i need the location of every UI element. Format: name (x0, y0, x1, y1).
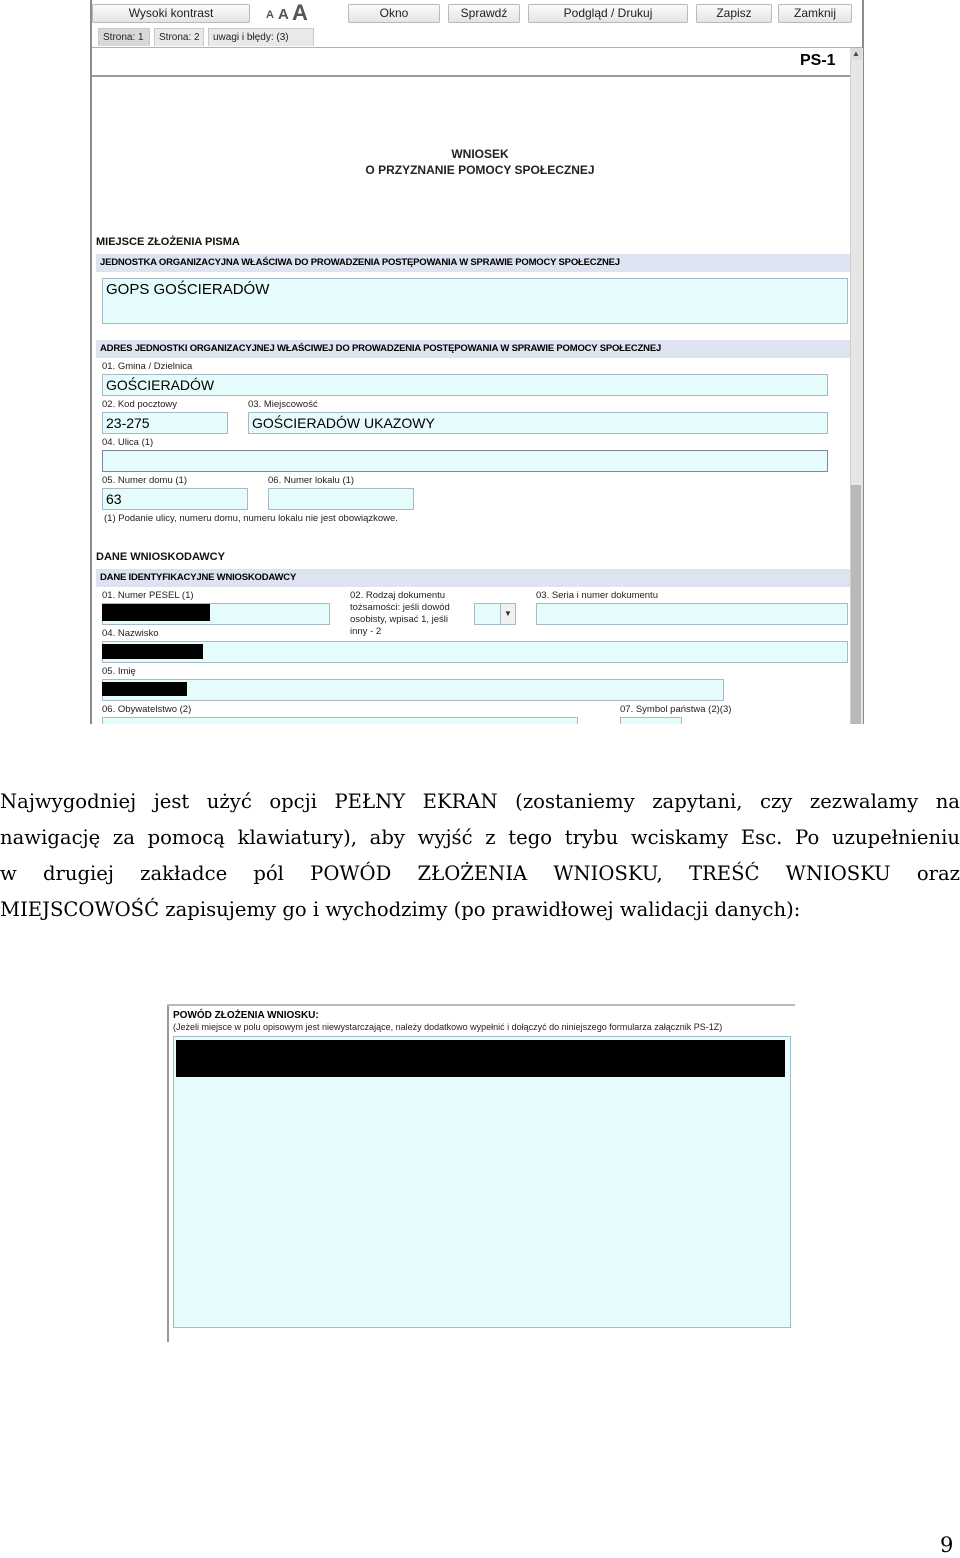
instruction-paragraph (0, 784, 960, 928)
high-contrast-button[interactable]: Wysoki kontrast (92, 4, 250, 23)
band-identification: DANE IDENTYFIKACYJNE WNIOSKODAWCY (96, 569, 850, 587)
window-border-left (167, 1004, 169, 1342)
check-button[interactable]: Sprawdź (448, 4, 520, 23)
label-postcode: 02. Kod pocztowy (102, 399, 177, 410)
close-button[interactable]: Zamknij (778, 4, 852, 23)
label-flat-number: 06. Numer lokalu (1) (268, 475, 355, 486)
label-pesel: 01. Numer PESEL (1) (102, 590, 194, 601)
paragraph-line-4: MIEJSCOWOŚĆ zapisujemy go i wychodzimy (po prawidłowej walidacji danych): (0, 898, 801, 921)
reason-subtitle: (Jeżeli miejsce w polu opisowym jest niewystarczające, należy dodatkowo wypełnić i dołączyć do niniejszego formularza załącznik PS-1Z) (173, 1022, 723, 1032)
section-applicant-heading: DANE WNIOSKODAWCY (96, 551, 225, 563)
preview-print-button[interactable]: Podgląd / Drukuj (528, 4, 688, 23)
label-citizenship: 06. Obywatelstwo (2) (102, 704, 192, 715)
tab-page-2[interactable]: Strona: 2 (154, 28, 204, 46)
label-document-type-line-4: inny - 2 (350, 626, 382, 637)
tab-divider (92, 47, 862, 48)
label-street: 04. Ulica (1) (102, 437, 154, 448)
font-medium-button[interactable]: A (278, 6, 289, 23)
redaction-bar (102, 644, 203, 659)
paragraph-line-2: nawigację za pomocą klawiatury), aby wyjść z tego trybu wciskamy Esc. Po uzupełnieniu (0, 826, 960, 849)
form-code: PS-1 (800, 52, 836, 69)
label-document-type (350, 590, 450, 638)
label-house-number: 05. Numer domu (1) (102, 475, 188, 486)
paragraph-line-3: w drugiej zakładce pól POWÓD ZŁOŻENIA WNIOSKU, TREŚĆ WNIOSKU oraz (0, 862, 960, 885)
reason-title: POWÓD ZŁOŻENIA WNIOSKU: (173, 1010, 319, 1021)
first-name-field[interactable] (102, 679, 724, 701)
house-number-field[interactable]: 63 (102, 488, 248, 510)
band-unit: JEDNOSTKA ORGANIZACYJNA WŁAŚCIWA DO PROWADZENIA POSTĘPOWANIA W SPRAWIE POMOCY SPOŁECZNEJ (96, 254, 850, 272)
flat-number-field[interactable] (268, 488, 414, 510)
city-field[interactable]: GOŚCIERADÓW UKAZOWY (248, 412, 828, 434)
save-button[interactable]: Zapisz (696, 4, 772, 23)
unit-field[interactable]: GOPS GOŚCIERADÓW (102, 278, 848, 324)
form-title-line-1: WNIOSEK (451, 147, 509, 161)
header-divider (92, 75, 850, 77)
page-number: 9 (940, 1533, 954, 1557)
reason-screenshot (167, 1004, 795, 1342)
section-place-heading: MIEJSCE ZŁOŻENIA PISMA (96, 236, 240, 248)
label-city: 03. Miejscowość (248, 399, 318, 410)
citizenship-select[interactable] (102, 717, 578, 724)
document-series-field[interactable] (536, 603, 848, 625)
tab-notes-errors[interactable]: uwagi i błędy: (3) (208, 28, 314, 46)
address-footnote: (1) Podanie ulicy, numeru domu, numeru lokalu nie jest obowiązkowe. (104, 513, 398, 524)
label-document-series: 03. Seria i numer dokumentu (536, 590, 658, 601)
redaction-bar (176, 1040, 785, 1077)
postcode-field[interactable]: 23-275 (102, 412, 228, 434)
gmina-field[interactable]: GOŚCIERADÓW (102, 374, 828, 396)
redaction-bar (102, 604, 210, 621)
street-field[interactable] (102, 450, 828, 472)
label-surname: 04. Nazwisko (102, 628, 159, 639)
window-button[interactable]: Okno (348, 4, 440, 23)
label-country-symbol: 07. Symbol państwa (2)(3) (620, 704, 732, 715)
label-gmina: 01. Gmina / Dzielnica (102, 361, 193, 372)
band-address: ADRES JEDNOSTKI ORGANIZACYJNEJ WŁAŚCIWEJ DO PROWADZENIA POSTĘPOWANIA W SPRAWIE POMOCY SPOŁECZNEJ (96, 340, 850, 358)
country-symbol-select[interactable] (620, 717, 682, 724)
label-document-type-line-3: osobisty, wpisać 1, jeśli (350, 614, 449, 625)
label-first-name: 05. Imię (102, 666, 136, 677)
surname-field[interactable] (102, 641, 848, 663)
paragraph-line-1: Najwygodniej jest użyć opcji PEŁNY EKRAN (zostaniemy zapytani, czy zezwalamy na (0, 790, 960, 813)
font-small-button[interactable]: A (266, 9, 274, 21)
form-screenshot (90, 0, 865, 724)
reason-textarea[interactable] (173, 1036, 791, 1328)
window-border-top (167, 1004, 795, 1006)
font-large-button[interactable]: A (292, 0, 308, 25)
scrollbar-thumb[interactable] (851, 485, 861, 724)
tab-page-1[interactable]: Strona: 1 (98, 28, 150, 46)
document-type-select[interactable] (474, 603, 516, 625)
chevron-down-icon[interactable]: ▼ (500, 604, 515, 624)
redaction-bar (102, 682, 187, 696)
label-document-type-line-1: 02. Rodzaj dokumentu (350, 590, 446, 601)
scroll-up-arrow-icon[interactable]: ▲ (850, 48, 862, 60)
tab-bar (92, 26, 862, 48)
window-border-left (90, 0, 92, 724)
label-document-type-line-2: tożsamości: jeśli dowód (350, 602, 450, 613)
toolbar (92, 0, 862, 26)
form-title-line-2: O PRZYZNANIE POMOCY SPOŁECZNEJ (365, 163, 595, 177)
